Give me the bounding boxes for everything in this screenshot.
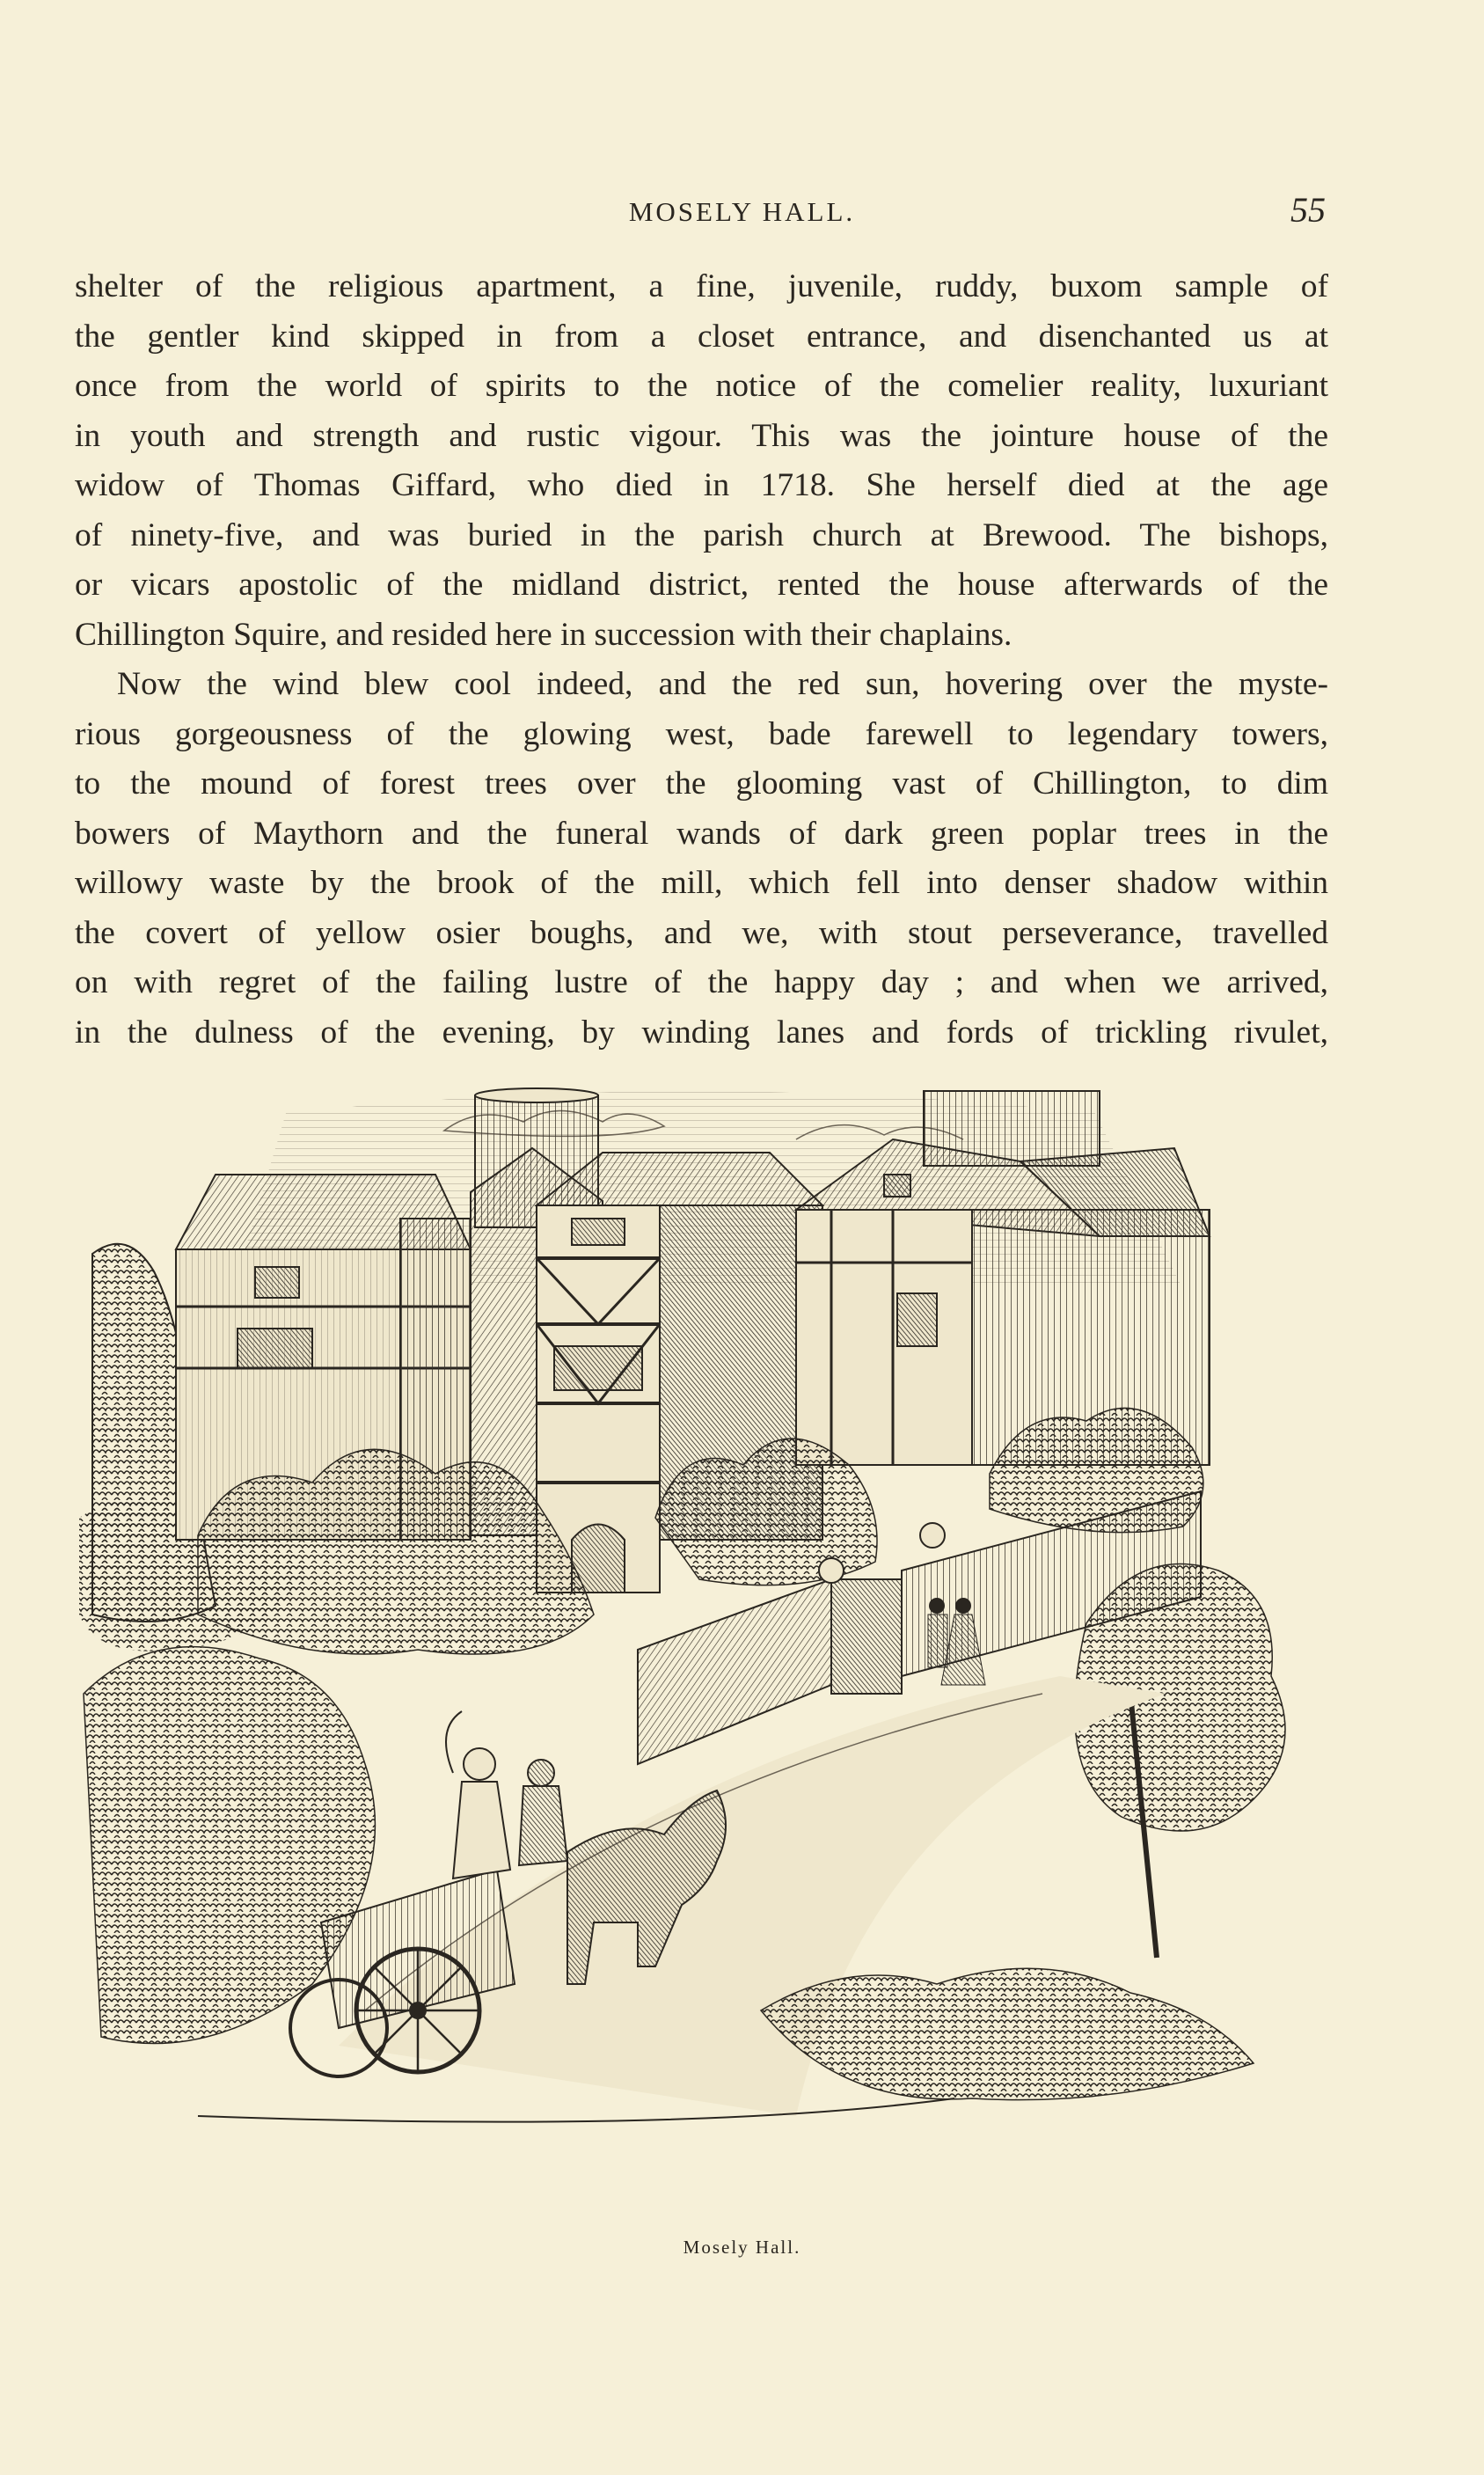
text-line: bowers of Maythorn and the funeral wands of dark green poplar trees in the [75,815,1328,852]
foreground-foliage-right [761,1968,1254,2099]
text-line: Chillington Squire, and resided here in succession with their chaplains. [75,616,1012,653]
paragraph-2 [75,660,1328,1058]
text-line: the covert of yellow osier boughs, and we, with stout perseverance, travelled [75,914,1328,951]
text-line: in the dulness of the evening, by winding lanes and fords of trickling rivulet, [75,1014,1328,1051]
text-line: or vicars apostolic of the midland district, rented the house afterwards of the [75,567,1328,603]
figure-caption: Mosely Hall. [683,2237,801,2258]
text-line: of ninety-five, and was buried in the parish church at Brewood. The bishops, [75,516,1328,553]
page-number: 55 [1290,190,1326,230]
text-line: shelter of the religious apartment, a fine, juvenile, ruddy, buxom sample of [75,268,1328,304]
body-text [75,262,1328,1058]
text-line: Now the wind blew cool indeed, and the red sun, hovering over the myste- [117,666,1328,702]
text-line: widow of Thomas Giffard, who died in 1718. She herself died at the age [75,467,1328,503]
engraving-illustration [75,1078,1328,2195]
trees-right [1075,1564,1285,1959]
text-line: willowy waste by the brook of the mill, which fell into denser shadow within [75,865,1328,901]
text-line: once from the world of spirits to the notice of the comelier reality, luxuriant [75,368,1328,404]
engraving-mosely-hall [75,1078,1328,2195]
text-line: to the mound of forest trees over the glooming vast of Chillington, to dim [75,765,1328,802]
text-line: rious gorgeousness of the glowing west, bade farewell to legendary towers, [75,715,1328,752]
paragraph-1 [75,262,1328,660]
running-title: MOSELY HALL. [628,196,856,227]
text-line: the gentler kind skipped in from a closet entrance, and disenchanted us at [75,318,1328,355]
text-line: in youth and strength and rustic vigour. This was the jointure house of the [75,417,1328,454]
ground-line [198,2098,954,2122]
text-line: on with regret of the failing lustre of the happy day ; and when we arrived, [75,964,1328,1000]
running-head [0,189,1484,233]
